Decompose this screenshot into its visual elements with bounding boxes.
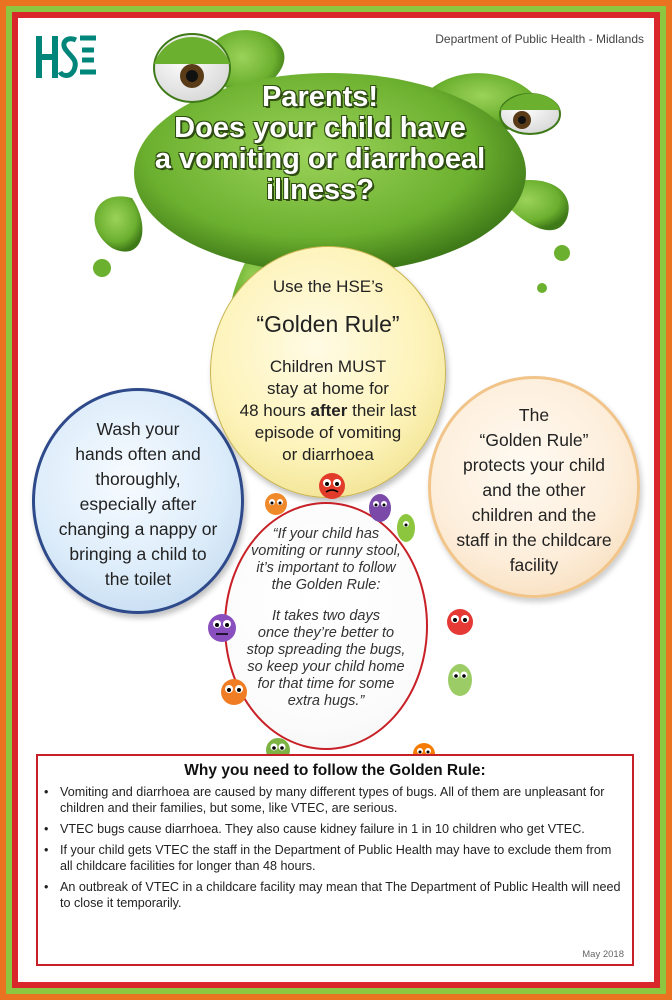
quote-line-4: the Golden Rule: <box>271 577 381 593</box>
department-name: Department of Public Health - Midlands <box>435 32 644 46</box>
wash-line-5: changing a nappy or <box>58 519 218 539</box>
wash-line-1: Wash your <box>96 419 180 439</box>
bullet-icon: • <box>44 880 49 894</box>
wash-line-7: the toilet <box>104 569 172 589</box>
bullet-icon: • <box>44 822 49 836</box>
wash-line-2: hands often and <box>75 444 201 464</box>
golden-rule-line-1: Children MUST <box>269 357 387 376</box>
quote-line-3: it’s important to follow <box>256 560 396 576</box>
poster <box>18 18 654 982</box>
wash-line-4: especially after <box>79 494 197 514</box>
golden-rule-line-4: episode of vomiting <box>254 423 402 442</box>
quote-line-2: vomiting or runny stool, <box>251 543 401 559</box>
bug-icon-purple-left <box>208 614 236 642</box>
bullet-icon: • <box>44 785 49 799</box>
quote-line-10: extra hugs.” <box>287 693 365 709</box>
golden-rule-intro: Use the HSE’s <box>272 277 384 296</box>
headline-line-4: illness? <box>266 174 374 206</box>
bug-icon-green-right <box>397 514 415 542</box>
protects-line-1: The <box>518 405 550 425</box>
bullet-icon: • <box>44 843 49 857</box>
publication-date: May 2018 <box>582 949 624 960</box>
headline-line-1: Parents! <box>261 81 379 113</box>
bug-icon-red-right <box>447 609 473 635</box>
quote-line-8: so keep your child home <box>247 659 405 675</box>
bug-icon-orange-left-top <box>265 493 287 515</box>
headline-line-2: Does your child have <box>174 112 466 144</box>
wash-line-3: thoroughly, <box>95 469 181 489</box>
why-item: • If your child gets VTEC the staff in the Department of Public Health may have to exclude them from all childcare facilities for longer than 48 hours. <box>44 843 612 873</box>
headline <box>124 82 516 206</box>
protects-line-3: protects your child <box>462 455 605 475</box>
quote-line-1: “If your child has <box>272 526 380 542</box>
headline-line-3: a vomiting or diarrhoeal <box>154 143 486 175</box>
cartoon-bugs <box>188 458 478 768</box>
protects-line-7: facility <box>509 555 559 575</box>
why-item: • Vomiting and diarrhoea are caused by many different types of bugs. All of them are unpleasant for children and their families, but some, like VTEC, are serious. <box>44 785 605 815</box>
why-list <box>38 784 632 916</box>
golden-rule-line-3: 48 hours after their last <box>239 401 417 420</box>
protects-line-6: staff in the childcare <box>456 530 612 550</box>
protects-line-5: children and the <box>471 505 597 525</box>
bug-icon-red-top <box>319 473 345 499</box>
bug-icon-purple-right-top <box>369 494 391 522</box>
golden-rule-line-2: stay at home for <box>267 379 389 398</box>
bug-icon-orange-left <box>221 679 247 705</box>
why-title: Why you need to follow the Golden Rule: <box>184 762 486 779</box>
why-section <box>36 754 634 966</box>
why-item: • VTEC bugs cause diarrhoea. They also cause kidney failure in 1 in 10 children who get VTEC. <box>44 822 585 836</box>
wash-line-6: bringing a child to <box>69 544 207 564</box>
quote-line-5: It takes two days <box>272 608 380 624</box>
protects-line-2: “Golden Rule” <box>479 430 589 450</box>
bug-icon-green-right-lower <box>448 664 472 696</box>
golden-rule-line-5: or diarrhoea <box>282 445 374 464</box>
quote-line-6: once they’re better to <box>257 625 395 641</box>
golden-rule-title: “Golden Rule” <box>256 311 400 337</box>
protects-line-4: and the other <box>482 480 586 500</box>
quote-line-9: for that time for some <box>257 676 395 692</box>
why-item: • An outbreak of VTEC in a childcare facility may mean that The Department of Public Health will need to close it temporarily. <box>44 880 621 910</box>
quote-line-7: stop spreading the bugs, <box>246 642 406 658</box>
